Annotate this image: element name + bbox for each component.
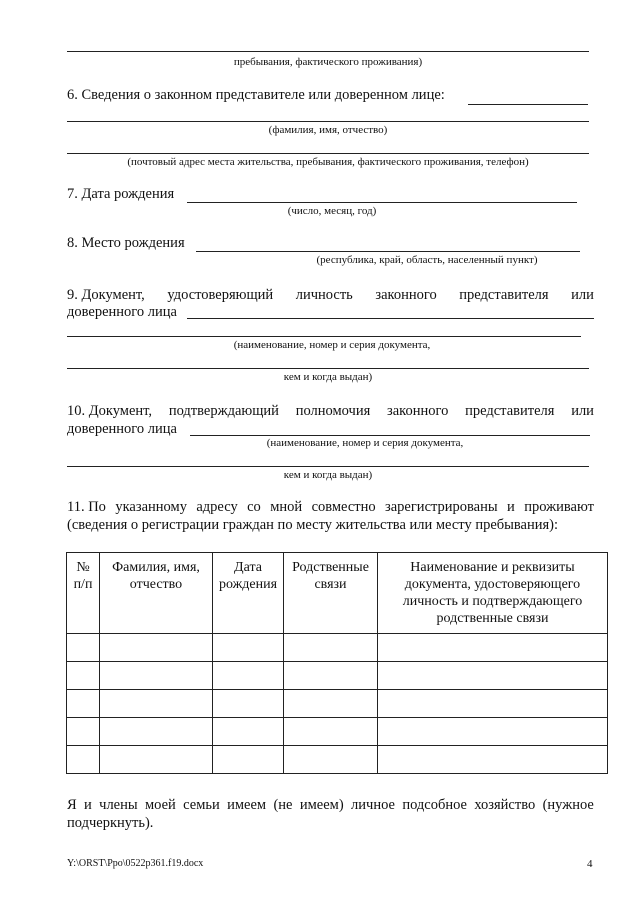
closing-line1 [67,797,594,814]
closing-word: имеем [227,797,267,813]
section-6-label: 6. Сведения о законном представителе или доверенном лице: [67,87,445,103]
s10-word: подтверждающий [168,403,279,419]
birth-date-caption: (число, месяц, год) [287,205,377,217]
s9-word: удостоверяющий [167,287,274,303]
table-cell[interactable] [213,690,284,718]
table-cell[interactable] [100,690,213,718]
s11-word: адресу [196,499,238,515]
table-cell[interactable] [67,662,100,690]
closing-word: моей [144,797,176,813]
table-cell[interactable] [378,690,608,718]
table-cell[interactable] [213,634,284,662]
s11-word: со [247,499,261,515]
section-7-label: 7. Дата рождения [67,186,175,202]
table-cell[interactable] [284,718,378,746]
table-cell[interactable] [100,634,213,662]
col-header-number: № п/п [67,553,100,634]
authority-doc-issued-caption: кем и когда выдан) [283,469,373,481]
col-header-name: Фамилия, имя, отчество [100,553,213,634]
section-9-line1 [67,287,594,304]
s10-word: 10. Документ, [67,403,153,419]
representative-id-field[interactable] [187,318,594,319]
s9-word: или [571,287,594,303]
closing-word: и [84,797,92,813]
closing-word: имеем) [299,797,344,813]
authority-doc-field[interactable] [190,435,590,436]
s9-word: законного [375,287,437,303]
s10-word: представителя [465,403,555,419]
s9-word: представителя [459,287,549,303]
table-cell[interactable] [213,662,284,690]
table-cell[interactable] [67,690,100,718]
table-cell[interactable] [378,634,608,662]
table-cell[interactable] [378,662,608,690]
table-cell[interactable] [213,718,284,746]
table-cell[interactable] [67,718,100,746]
section-10-line2: доверенного лица [67,421,177,437]
closing-word: семьи [183,797,220,813]
table-cell[interactable] [67,746,100,774]
table-header-row [67,553,608,634]
col-header-birthdate: Дата рождения [213,553,284,634]
table-row [67,718,608,746]
col-header-relation: Родственные связи [284,553,378,634]
birth-place-caption: (республика, край, область, населенный пункт) [316,254,538,266]
col-header-document: Наименование и реквизиты документа, удостоверяющего личность и подтверждающего родственные связи [378,553,608,634]
address-caption: пребывания, фактического проживания) [233,56,423,68]
representative-inline-field[interactable] [468,104,588,105]
table-cell[interactable] [378,718,608,746]
s9-word: личность [295,287,353,303]
closing-word: (нужное [542,797,594,813]
table-cell[interactable] [100,718,213,746]
s11-word: мной [270,499,303,515]
birth-place-field[interactable] [196,251,580,252]
representative-id-caption: (наименование, номер и серия документа, [233,339,431,351]
table-cell[interactable] [100,746,213,774]
s9-word: 9. Документ, [67,287,145,303]
s11-word: совместно [311,499,376,515]
representative-id-line3[interactable] [67,368,589,369]
birth-date-field[interactable] [187,202,577,203]
table-cell[interactable] [378,746,608,774]
table-row [67,690,608,718]
s11-word: зарегистрированы [385,499,498,515]
address-line[interactable] [67,51,589,52]
closing-word: личное [351,797,395,813]
table-row [67,746,608,774]
s10-word: или [571,403,594,419]
representative-name-line[interactable] [67,121,589,122]
section-11-line2: (сведения о регистрации граждан по месту жительства или месту пребывания): [67,517,559,533]
table-row [67,634,608,662]
table-cell[interactable] [67,634,100,662]
table-cell[interactable] [284,634,378,662]
section-9-line2: доверенного лица [67,304,177,320]
section-10-line1 [67,403,594,420]
s10-word: полномочия [295,403,371,419]
closing-word: члены [99,797,138,813]
table-cell[interactable] [284,690,378,718]
table-cell[interactable] [284,746,378,774]
section-8-label: 8. Место рождения [67,235,185,251]
representative-address-caption: (почтовый адрес места жительства, пребывания, фактического проживания, телефон) [127,156,529,168]
representative-id-issued-caption: кем и когда выдан) [283,371,373,383]
authority-doc-line2[interactable] [67,466,589,467]
closing-word: хозяйство [474,797,536,813]
s11-word: и [507,499,515,515]
section-11-line1 [67,499,594,516]
closing-word: Я [67,797,77,813]
closing-line2: подчеркнуть). [67,815,154,831]
s11-word: 11. По [67,499,106,515]
representative-name-caption: (фамилия, имя, отчество) [268,124,388,136]
authority-doc-caption: (наименование, номер и серия документа, [266,437,464,449]
table-cell[interactable] [100,662,213,690]
table-cell[interactable] [213,746,284,774]
representative-address-line[interactable] [67,153,589,154]
s10-word: законного [387,403,449,419]
representative-id-line2[interactable] [67,336,581,337]
table-cell[interactable] [284,662,378,690]
table-row [67,662,608,690]
s11-word: указанному [115,499,187,515]
s11-word: проживают [524,499,594,515]
cohabitants-table [66,552,608,774]
page-number: 4 [587,858,593,870]
closing-word: подсобное [402,797,467,813]
file-path: Y:\ORST\Ppo\0522p361.f19.docx [67,858,204,869]
closing-word: (не [273,797,293,813]
